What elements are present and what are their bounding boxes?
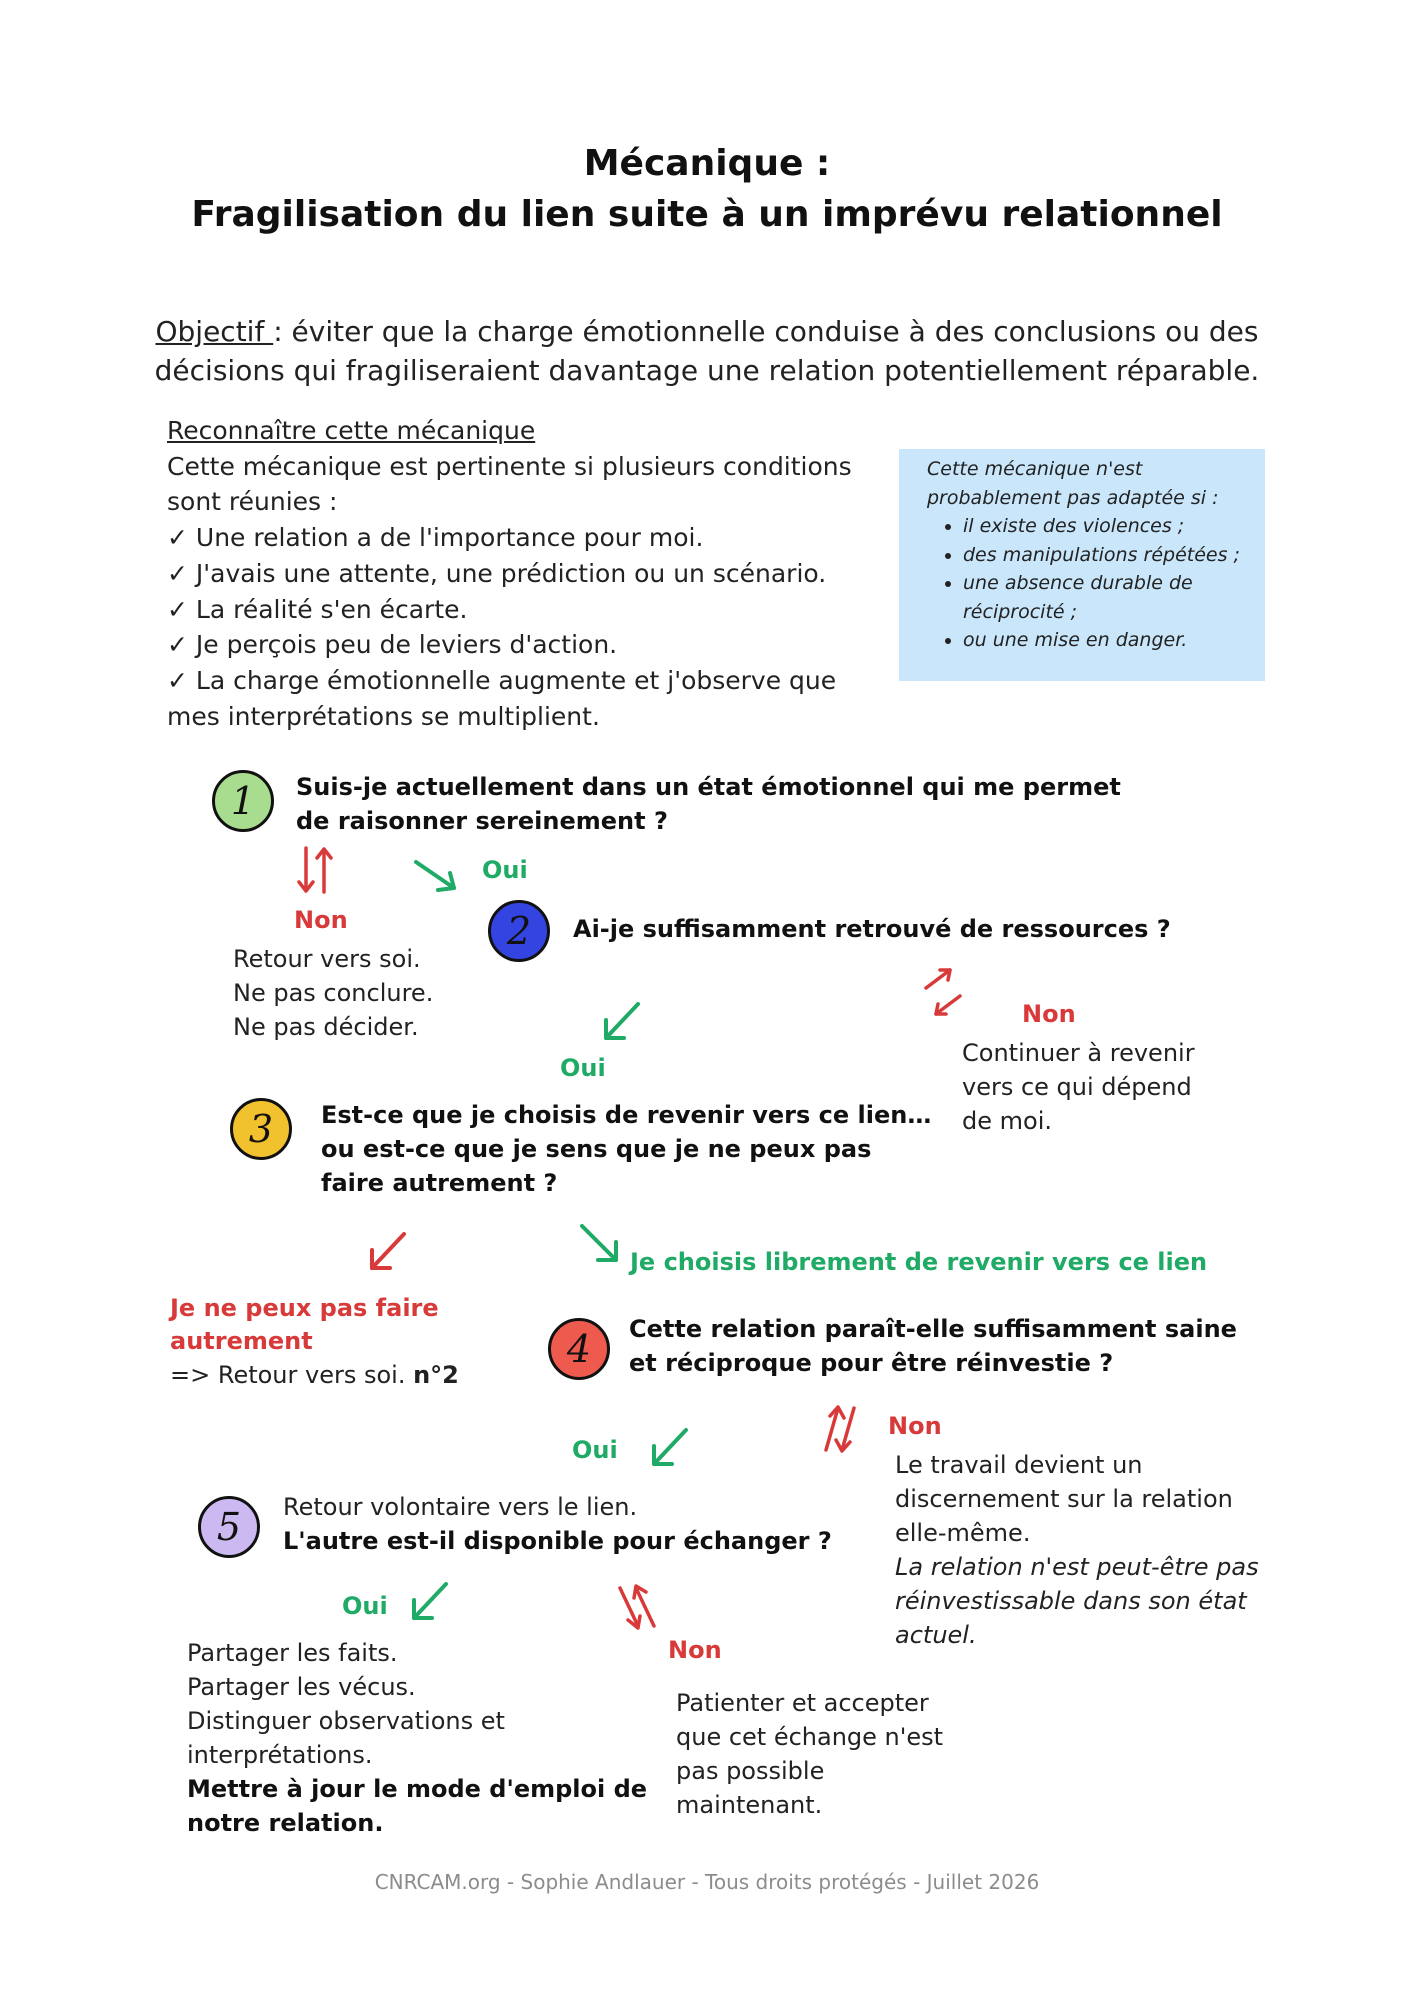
objective-label: Objectif <box>155 315 274 348</box>
red-arrow-icon <box>366 1230 410 1274</box>
oui-arrow-icon <box>600 1000 644 1044</box>
warning-list <box>927 512 1255 655</box>
page-title <box>0 138 1414 240</box>
recognize-intro-1: Cette mécanique est pertinente si plusieurs conditions <box>167 451 852 481</box>
condition-item: ✓ Je perçois peu de leviers d'action. <box>167 630 618 660</box>
step-1-question: Suis-je actuellement dans un état émotionnel qui me permet de raisonner sereinement ? <box>296 773 1121 835</box>
step-5-non: Non <box>668 1636 722 1664</box>
condition-item: ✓ La réalité s'en écarte. <box>167 594 468 624</box>
warning-item: • une absence durable de réciprocité ; <box>963 569 1255 626</box>
step-2-non-text: Continuer à revenir vers ce qui dépend de moi. <box>962 1039 1195 1135</box>
objective-text-2: décisions qui fragiliseraient davantage une relation potentiellement réparable. <box>154 354 1260 387</box>
oui-arrow-icon <box>408 1580 452 1624</box>
step-3-question: Est-ce que je choisis de revenir vers ce lien… ou est-ce que je sens que je ne peux pas faire autrement ? <box>321 1101 932 1197</box>
step-3-choice-no: Je ne peux pas faire autrement => Retour vers soi. n°2 <box>170 1294 459 1389</box>
condition-item: ✓ J'avais une attente, une prédiction ou un scénario. <box>167 558 827 588</box>
step-4-oui: Oui <box>572 1436 618 1464</box>
step-5-badge: 5 <box>198 1496 260 1558</box>
title-line-2: Fragilisation du lien suite à un imprévu relationnel <box>191 194 1223 235</box>
warning-item: • il existe des violences ; <box>963 512 1255 541</box>
step-4-question: Cette relation paraît-elle suffisamment saine et réciproque pour être réinvestie ? <box>629 1315 1237 1377</box>
step-4-badge: 4 <box>548 1318 610 1380</box>
step-2-question: Ai-je suffisamment retrouvé de ressources ? <box>573 915 1171 943</box>
non-arrows-icon <box>614 1582 660 1634</box>
step-4-non-text: Le travail devient un discernement sur la relation elle-même. La relation n'est peut-être pas réinvestissable dans son état actuel. <box>895 1451 1259 1649</box>
step-3-badge: 3 <box>230 1098 292 1160</box>
recognize-heading: Reconnaître cette mécanique <box>167 416 536 445</box>
step-4-non: Non <box>888 1412 942 1440</box>
step-2-non: Non <box>1022 1000 1076 1028</box>
step-2-badge: 2 <box>488 900 550 962</box>
oui-arrow-icon <box>578 1222 622 1266</box>
non-arrows-icon <box>296 842 336 898</box>
non-arrows-icon <box>920 966 966 1018</box>
step-1-oui: Oui <box>482 856 528 884</box>
condition-item: ✓ Une relation a de l'importance pour moi. <box>167 523 704 553</box>
step-1-badge: 1 <box>212 770 274 832</box>
warning-item: • ou une mise en danger. <box>963 626 1255 655</box>
step-3-choice-yes: Je choisis librement de revenir vers ce lien <box>630 1248 1208 1276</box>
warning-item: • des manipulations répétées ; <box>963 541 1255 570</box>
step-reference: n°2 <box>413 1361 459 1389</box>
oui-arrow-icon <box>648 1426 692 1470</box>
step-1-non: Non <box>294 906 348 934</box>
step-1-non-text: Retour vers soi. Ne pas conclure. Ne pas décider. <box>233 945 434 1041</box>
recognize-section <box>167 413 867 734</box>
recognize-intro-2: sont réunies : <box>167 487 338 517</box>
condition-item: mes interprétations se multiplient. <box>167 701 600 731</box>
warning-intro-1: Cette mécanique n'est <box>927 458 1143 480</box>
step-2-oui: Oui <box>560 1054 606 1082</box>
oui-arrow-icon <box>412 856 460 896</box>
step-5-non-text: Patienter et accepter que cet échange n'est pas possible maintenant. <box>676 1689 944 1819</box>
objective <box>150 312 1264 390</box>
footer: CNRCAM.org - Sophie Andlauer - Tous droits protégés - Juillet 2026 <box>374 1870 1040 1894</box>
warning-intro-2: probablement pas adaptée si : <box>927 486 1219 509</box>
step-5-oui: Oui <box>342 1592 388 1620</box>
condition-item: ✓ La charge émotionnelle augmente et j'observe que <box>167 665 837 695</box>
step-5-oui-text: Partager les faits. Partager les vécus. Distinguer observations et interprétations. Mettre à jour le mode d'emploi de notre relation. <box>187 1639 648 1837</box>
non-arrows-icon <box>818 1402 864 1454</box>
step-5-question: Retour volontaire vers le lien. L'autre est-il disponible pour échanger ? <box>283 1493 832 1555</box>
warning-box <box>899 449 1265 681</box>
objective-text-1: : éviter que la charge émotionnelle conduise à des conclusions ou des <box>273 315 1259 348</box>
title-line-1: Mécanique : <box>583 143 831 184</box>
